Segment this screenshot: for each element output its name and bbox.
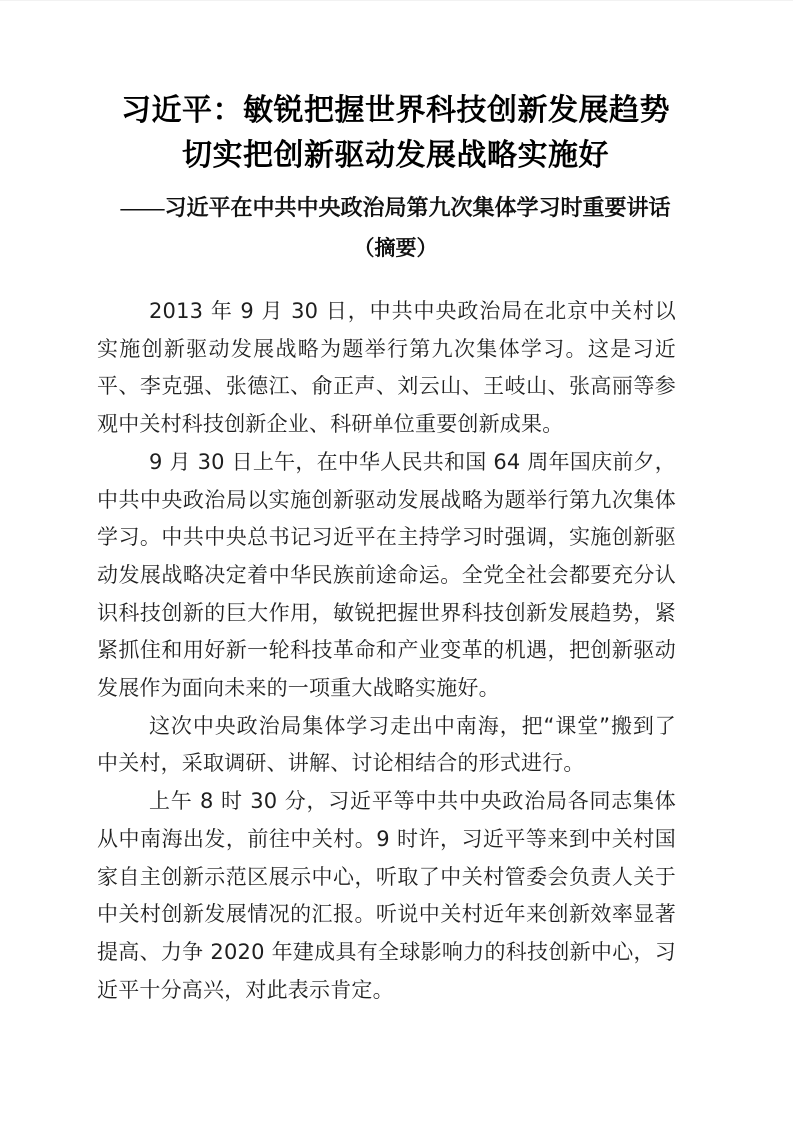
- document-title: [115, 88, 676, 178]
- paragraph-4: 上午 8 时 30 分，习近平等中共中央政治局各同志集体从中南海出发，前往中关村。9 时许，习近平等来到中关村国家自主创新示范区展示中心，听取了中关村管委会负责人关于中关村创新发展情况的汇报。听说中关村近年来创新效率显著提高、力争 2020 年建成具有全球影响力的科技创新中心，习近平十分高兴，对此表示肯定。: [97, 789, 676, 1002]
- paragraph-1: 2013 年 9 月 30 日，中共中央政治局在北京中关村以实施创新驱动发展战略为题举行第九次集体学习。这是习近平、李克强、张德江、俞正声、刘云山、王岐山、张高丽等参观中关村科技创新企业、科研单位重要创新成果。: [97, 299, 676, 437]
- document-content: [0, 1, 793, 1009]
- heading-block: [97, 88, 676, 265]
- document-body: [97, 293, 676, 1009]
- paragraph-2: 9 月 30 日上午，在中华人民共和国 64 周年国庆前夕，中共中央政治局以实施创新驱动发展战略为题举行第九次集体学习。中共中央总书记习近平在主持学习时强调，实施创新驱动发展战略决定着中华民族前途命运。全党全社会都要充分认识科技创新的巨大作用，敏锐把握世界科技创新发展趋势，紧紧抓住和用好新一轮科技革命和产业变革的机遇，把创新驱动发展作为面向未来的一项重大战略实施好。: [97, 449, 676, 701]
- title-line-1: 习近平：敏锐把握世界科技创新发展趋势: [121, 94, 670, 127]
- title-line-2: 切实把创新驱动发展战略实施好: [182, 139, 609, 172]
- abstract-label: （摘要）: [353, 236, 438, 260]
- paragraph-3: 这次中央政治局集体学习走出中南海，把“课堂”搬到了中关村，采取调研、讲解、讨论相结合的形式进行。: [97, 713, 676, 776]
- document-subtitle: ——习近平在中共中央政治局第九次集体学习时重要讲话: [120, 195, 671, 220]
